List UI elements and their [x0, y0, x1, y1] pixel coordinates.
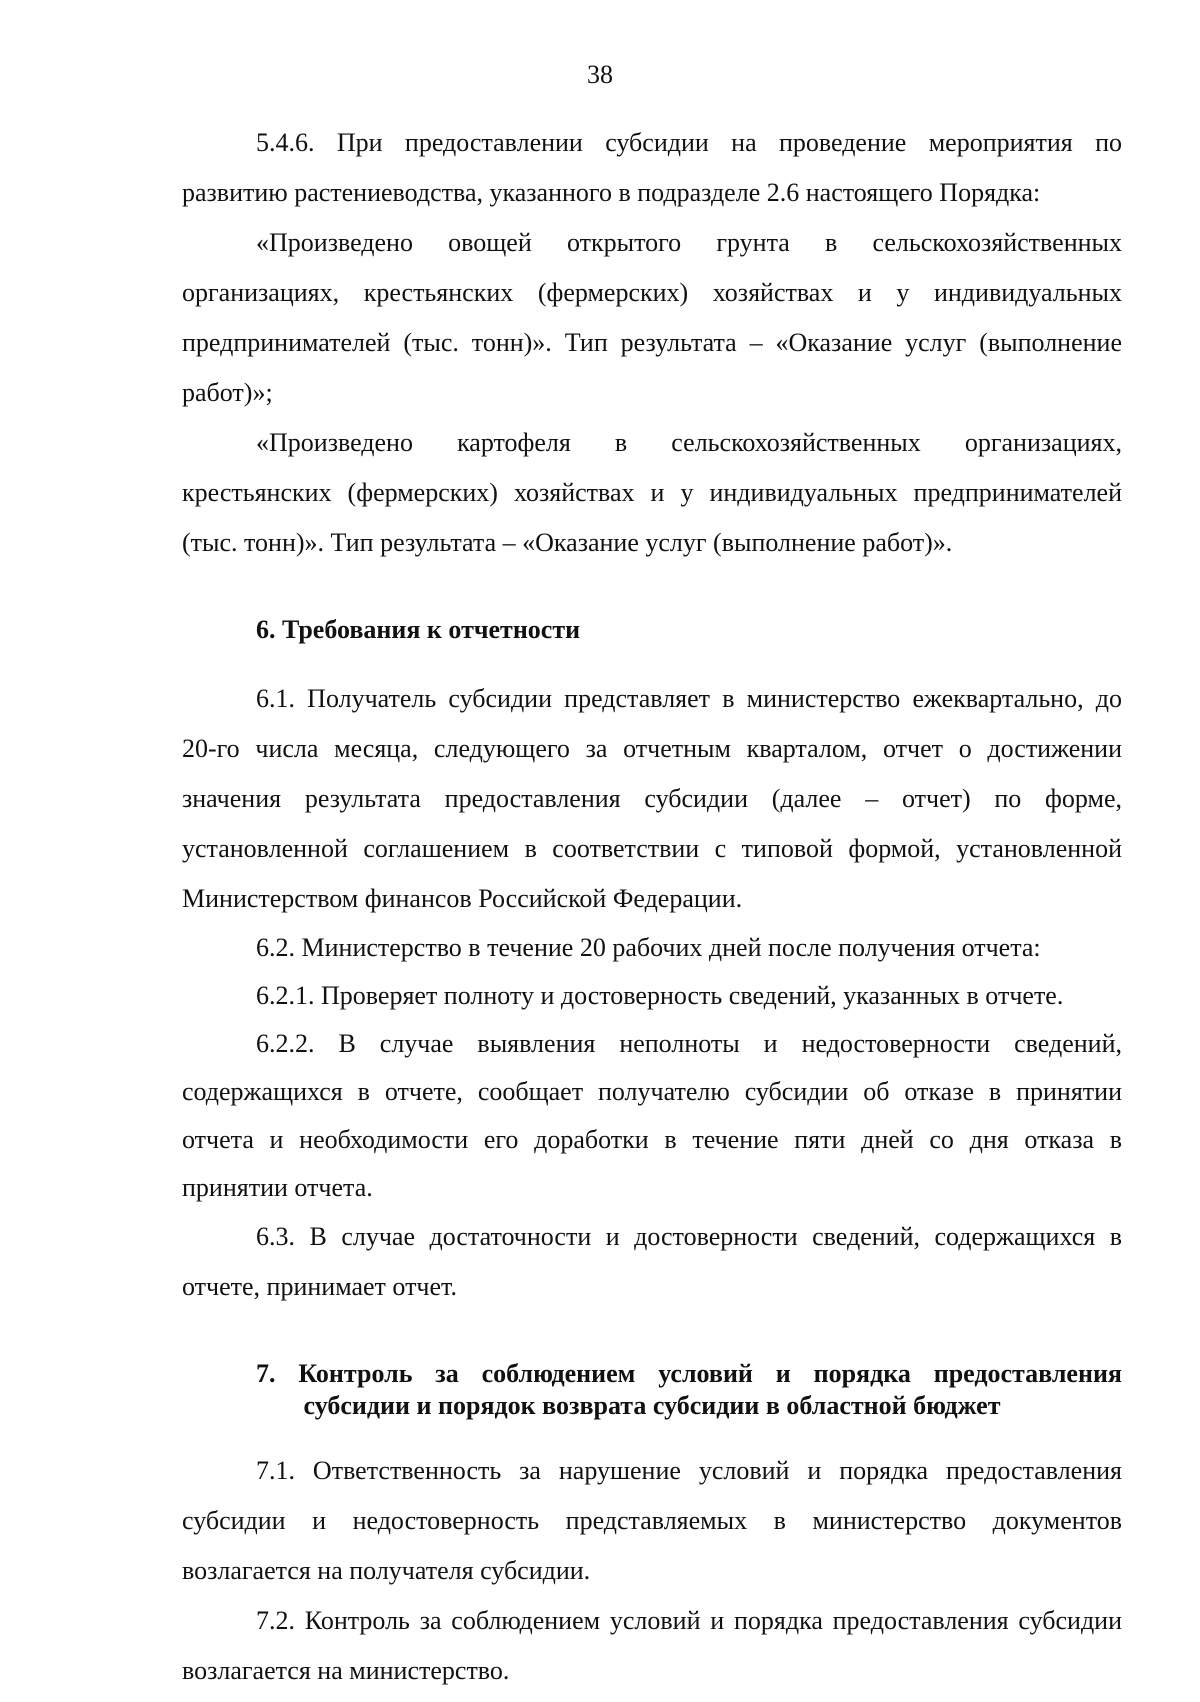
section-6-heading: 6. Требования к отчетности: [256, 615, 581, 644]
paragraph-6-2: 6.2. Министерство в течение 20 рабочих дней после получения отчета:: [256, 933, 1041, 962]
paragraph-7-2: 7.2. Контроль за соблюдением условий и порядка предоставления субсидии возлагается на министерство.: [182, 1606, 1122, 1685]
paragraph-vegetables-result: «Произведено овощей открытого грунта в сельскохозяйственных организациях, крестьянских (фермерских) хозяйствах и у индивидуальных предпринимателей (тыс. тонн)». Тип результата – «Оказание услуг (выполнение работ)»;: [182, 228, 1122, 407]
paragraph-7-1: 7.1. Ответственность за нарушение условий и порядка предоставления субсидии и недостоверность представляемых в министерство документов возлагается на получателя субсидии.: [182, 1456, 1122, 1585]
paragraph-6-2-1: 6.2.1. Проверяет полноту и достоверность сведений, указанных в отчете.: [256, 981, 1064, 1010]
paragraph-5-4-6: 5.4.6. При предоставлении субсидии на проведение мероприятия по развитию растениеводства, указанного в подразделе 2.6 настоящего Порядка:: [182, 128, 1122, 207]
document-body: [182, 118, 1122, 1696]
section-7-heading-line-2: субсидии и порядок возврата субсидии в областной бюджет: [303, 1391, 1001, 1420]
paragraph-potato-result: «Произведено картофеля в сельскохозяйственных организациях, крестьянских (фермерских) хозяйствах и у индивидуальных предпринимателей (тыс. тонн)». Тип результата – «Оказание услуг (выполнение работ)».: [182, 428, 1122, 557]
page-number: 38: [587, 60, 613, 89]
section-7-heading-line-1: 7. Контроль за соблюдением условий и порядка предоставления: [256, 1359, 1122, 1388]
paragraph-6-1: 6.1. Получатель субсидии представляет в министерство ежеквартально, до 20-го числа месяца, следующего за отчетным кварталом, отчет о достижении значения результата предоставления субсидии (далее – отчет) по форме, установленной соглашением в соответствии с типовой формой, установленной Министерством финансов Российской Федерации.: [182, 684, 1122, 913]
section-7-heading: [182, 1358, 1122, 1422]
paragraph-6-2-2: 6.2.2. В случае выявления неполноты и недостоверности сведений, содержащихся в отчете, сообщает получателю субсидии об отказе в принятии отчета и необходимости его доработки в течение пяти дней со дня отказа в принятии отчета.: [182, 1029, 1122, 1202]
paragraph-6-3: 6.3. В случае достаточности и достоверности сведений, содержащихся в отчете, принимает отчет.: [182, 1222, 1122, 1301]
